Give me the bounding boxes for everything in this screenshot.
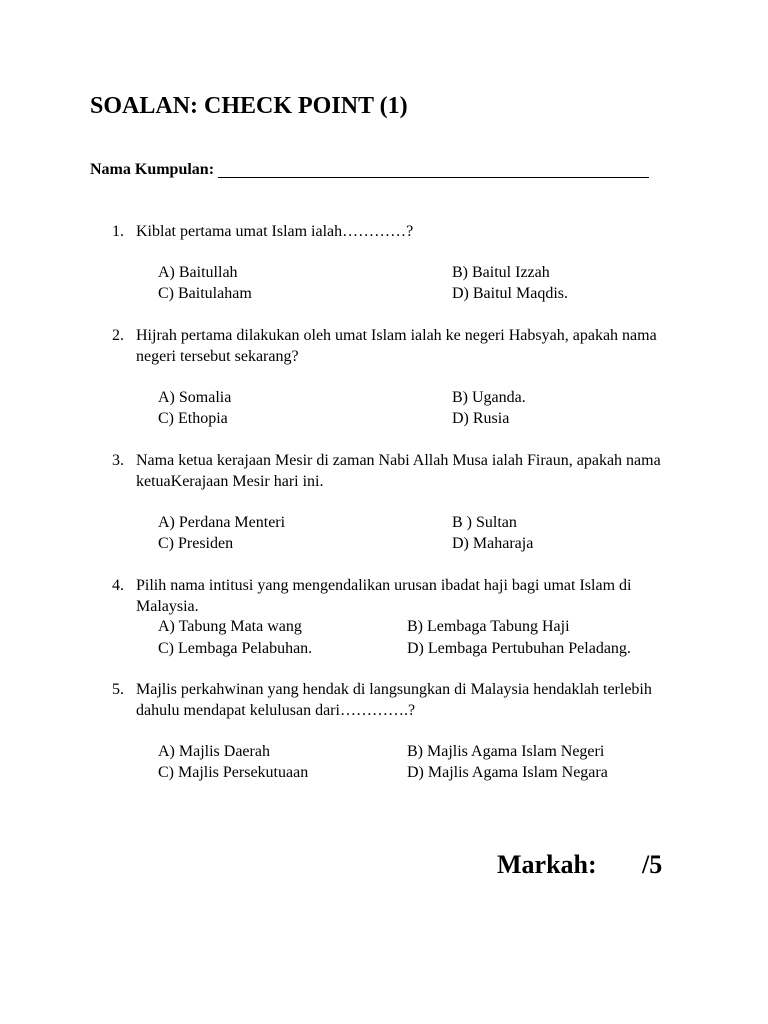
question-1-option-b: B) Baitul Izzah [452, 264, 550, 281]
question-3-option-c: C) Presiden [158, 535, 234, 552]
question-4-option-d: D) Lembaga Pertubuhan Peladang. [407, 640, 631, 657]
question-number: 2. [112, 327, 124, 344]
question-2-option-c: C) Ethopia [158, 410, 228, 427]
question-5-option-c: C) Majlis Persekutuaan [158, 764, 309, 781]
question-3-option-a: A) Perdana Menteri [158, 514, 286, 531]
question-5-option-a: A) Majlis Daerah [158, 743, 270, 760]
question-2-option-d: D) Rusia [452, 410, 510, 427]
question-1-option-a: A) Baitullah [158, 264, 238, 281]
question-text: Hijrah pertama dilakukan oleh umat Islam ialah ke negeri Habsyah, apakah nama negeri tersebut sekarang? [136, 327, 657, 365]
question-number: 5. [112, 681, 124, 698]
score-label: Markah: [497, 850, 597, 879]
question-text: Majlis perkahwinan yang hendak di langsungkan di Malaysia hendaklah terlebih dahulu mendapat kelulusan dari………….? [136, 681, 652, 719]
question-3-option-b: B ) Sultan [452, 514, 517, 531]
question-1-option-d: D) Baitul Maqdis. [452, 285, 568, 302]
question-1 [112, 221, 682, 242]
question-5-option-d: D) Majlis Agama Islam Negara [407, 764, 608, 781]
question-text: Kiblat pertama umat Islam ialah…………? [136, 223, 414, 240]
question-3 [112, 450, 682, 492]
question-2 [112, 325, 682, 367]
question-3-option-d: D) Maharaja [452, 535, 534, 552]
question-4-option-a: A) Tabung Mata wang [158, 618, 302, 635]
score-total: /5 [642, 850, 663, 879]
question-4-option-b: B) Lembaga Tabung Haji [407, 618, 570, 635]
question-4 [112, 575, 682, 617]
group-name-blank-field[interactable] [218, 159, 649, 178]
question-text: Pilih nama intitusi yang mengendalikan urusan ibadat haji bagi umat Islam di Malaysia. [136, 577, 632, 615]
question-5-option-b: B) Majlis Agama Islam Negeri [407, 743, 605, 760]
question-number: 4. [112, 577, 124, 594]
question-5 [112, 679, 682, 721]
question-number: 1. [112, 223, 124, 240]
question-4-option-c: C) Lembaga Pelabuhan. [158, 640, 313, 657]
page-title: SOALAN: CHECK POINT (1) [90, 93, 408, 119]
question-text: Nama ketua kerajaan Mesir di zaman Nabi Allah Musa ialah Firaun, apakah nama ketuaKerajaan Mesir hari ini. [136, 452, 661, 490]
question-2-option-b: B) Uganda. [452, 389, 526, 406]
question-2-option-a: A) Somalia [158, 389, 232, 406]
question-1-option-c: C) Baitulaham [158, 285, 252, 302]
group-name-label: Nama Kumpulan: [90, 161, 215, 178]
group-name-line [90, 159, 649, 179]
question-number: 3. [112, 452, 124, 469]
